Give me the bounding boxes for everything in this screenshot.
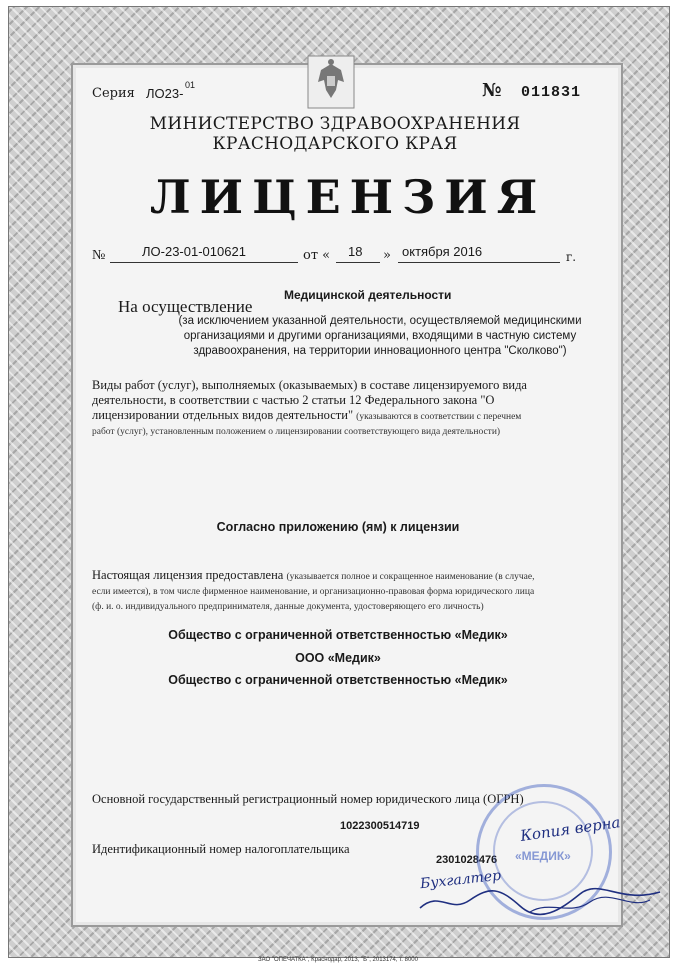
works-line-4-note: работ (услуг), установленным положением о лицензировании соответствующего вида деятельности) [92,427,501,437]
activity-prefix: На осуществление [118,297,253,316]
license-month-year: октября 2016 [402,244,483,259]
activity-note-line-3: здравоохранения, на территории инновационного центра "Сколково") [193,345,567,357]
handwritten-signature [410,880,670,920]
activity-name: Медицинской деятельности [284,288,452,302]
works-line-1: Виды работ (услуг), выполняемых (оказываемых) в составе лицензируемого вида [92,378,527,392]
works-line-2: деятельности, в соответствии с частью 2 статьи 12 Федерального закона "О [92,393,495,407]
licensee-full-name: Общество с ограниченной ответственностью «Медик» [168,628,508,642]
license-number-label: № [92,248,106,263]
form-number: 011831 [521,84,582,101]
licensee-intro-note-3: (ф. и. о. индивидуального предпринимателя, данные документа, удостоверяющего его личность) [92,602,484,612]
license-number: ЛО-23-01-010621 [142,244,246,259]
series-superscript: 01 [185,80,196,90]
number-sign: № [482,80,502,101]
works-line-3: лицензировании отдельных видов деятельности" [92,408,354,422]
ministry-line-1: МИНИСТЕРСТВО ЗДРАВООХРАНЕНИЯ [149,114,521,134]
inn-value: 2301028476 [436,854,498,866]
print-info: ЗАО "ОПЕЧАТКА", Краснодар, 2013, "Б", 2013174, т. 8000 [258,957,418,963]
coat-of-arms-icon [306,54,356,110]
licensee-intro-note-2: если имеется), в том числе фирменное наименование, и организационно-правовая форма юридического лица [92,587,535,597]
licensee-firm-name: Общество с ограниченной ответственностью «Медик» [168,673,508,687]
activity-note-line-1: (за исключением указанной деятельности, осуществляемой медицинскими [178,315,582,327]
licensee-intro-note-1: (указывается полное и сокращенное наименование (в случае, [286,572,535,582]
seal-text: «МЕДИК» [515,849,571,863]
activity-note [160,314,600,359]
works-value: Согласно приложению (ям) к лицензии [216,520,460,534]
year-suffix: г. [566,250,577,264]
licensee-intro-main: Настоящая лицензия предоставлена [92,568,284,582]
day-underline [336,262,380,263]
ogrn-label: Основной государственный регистрационный номер юридического лица (ОГРН) [92,792,524,806]
handwritten-role: Бухгалтер [419,867,502,893]
month-underline [398,262,560,263]
series-value: ЛО23- [146,86,184,101]
inn-label: Идентификационный номер налогоплательщика [92,842,350,856]
series-label: Серия [92,86,135,101]
activity-note-line-2: организациями и другими организациями, входящими в частную систему [183,330,577,342]
licensee-short-name: ООО «Медик» [295,651,381,665]
handwritten-copy-note: Копия верна [519,813,622,845]
ogrn-value: 1022300514719 [340,820,420,832]
issuing-authority [120,114,550,154]
works-line-3-note: (указываются в соответствии с перечнем [356,412,522,422]
date-close-quote: » [383,248,391,263]
ministry-line-2: КРАСНОДАРСКОГО КРАЯ [212,134,458,154]
works-description [92,378,582,440]
licensee-intro [92,568,582,615]
license-day: 18 [348,244,363,259]
date-from-label: от « [303,248,331,263]
license-number-underline [110,262,298,263]
document-title: ЛИЦЕНЗИЯ [150,170,547,224]
